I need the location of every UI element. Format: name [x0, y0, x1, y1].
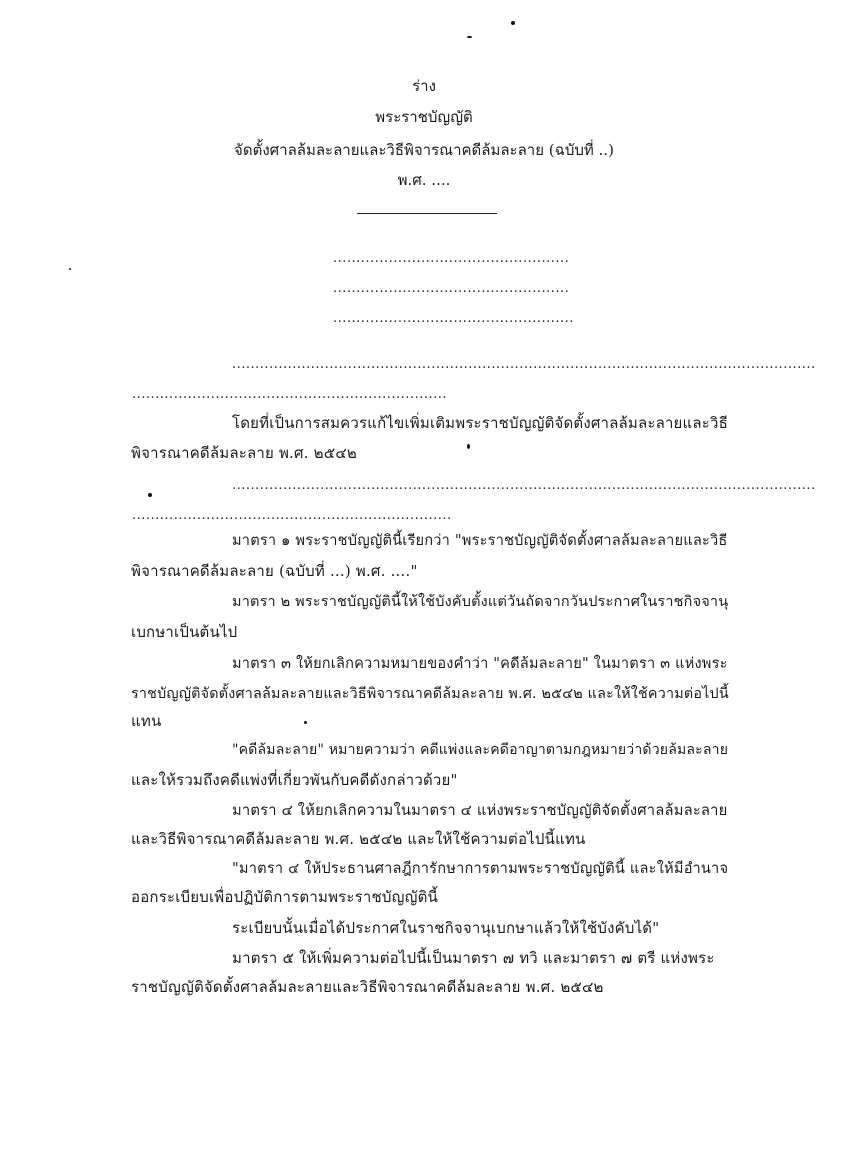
- definition-line: และให้รวมถึงคดีแพ่งที่เกี่ยวพันกับคดีดังกล่าวด้วย": [131, 771, 458, 789]
- blank-line: ...................................................: [333, 281, 570, 296]
- scan-speck: [148, 493, 152, 497]
- quoted-section-4-line: ระเบียบนั้นเมื่อได้ประกาศในราชกิจจานุเบกษาแล้วให้ใช้บังคับได้": [232, 919, 660, 937]
- section-1-line: มาตรา ๑ พระราชบัญญัตินี้เรียกว่า "พระราชบัญญัติจัดตั้งศาลล้มละลายและวิธี: [232, 532, 728, 549]
- scan-speck: [511, 21, 515, 25]
- section-5-line: ราชบัญญัติจัดตั้งศาลล้มละลายและวิธีพิจารณาคดีล้มละลาย พ.ศ. ๒๕๔๒: [131, 978, 604, 996]
- blank-line: ....................................................................: [132, 387, 447, 402]
- section-2-line: มาตรา ๒ พระราชบัญญัตินี้ให้ใช้บังคับตั้งแต่วันถัดจากวันประกาศในราชกิจจานุ: [232, 594, 729, 610]
- scan-speck: [467, 36, 472, 38]
- blank-line: ...................................................: [333, 251, 570, 266]
- blank-line: .....................................................................: [132, 508, 452, 523]
- section-3-line: แทน: [131, 712, 162, 730]
- section-5-line: มาตรา ๕ ให้เพิ่มความต่อไปนี้เป็นมาตรา ๗ ทวิ และมาตรา ๗ ตรี แห่งพระ: [232, 949, 715, 967]
- scan-speck: [69, 268, 71, 270]
- section-4-line: และวิธีพิจารณาคดีล้มละลาย พ.ศ. ๒๕๔๒ และให้ใช้ความต่อไปนี้แทน: [131, 830, 586, 848]
- section-1-line: พิจารณาคดีล้มละลาย (ฉบับที่ ...) พ.ศ. ....": [131, 562, 418, 580]
- blank-line: ..............................................................................................................................: [232, 478, 816, 493]
- header-divider: [357, 213, 497, 214]
- quoted-section-4-line: "มาตรา ๔ ให้ประธานศาลฎีการักษาการตามพระราชบัญญัตินี้ และให้มีอำนาจ: [232, 860, 729, 877]
- act-title: จัดตั้งศาลล้มละลายและวิธีพิจารณาคดีล้มละลาย (ฉบับที่ ..): [234, 141, 614, 159]
- preamble-line: พิจารณาคดีล้มละลาย พ.ศ. ๒๕๔๒: [131, 444, 357, 462]
- blank-line: ..............................................................................................................................: [232, 357, 816, 372]
- act-heading: พระราชบัญญัติ: [375, 108, 473, 126]
- definition-line: "คดีล้มละลาย" หมายความว่า คดีแพ่งและคดีอาญาตามกฎหมายว่าด้วยล้มละลาย: [232, 742, 729, 758]
- preamble-line: โดยที่เป็นการสมควรแก้ไขเพิ่มเติมพระราชบัญญัติจัดตั้งศาลล้มละลายและวิธี: [232, 414, 728, 432]
- blank-line: ....................................................: [333, 311, 574, 326]
- draft-label: ร่าง: [412, 77, 436, 95]
- section-3-line: ราชบัญญัติจัดตั้งศาลล้มละลายและวิธีพิจารณาคดีล้มละลาย พ.ศ. ๒๕๔๒ และให้ใช้ความต่อไปนี้: [131, 686, 729, 702]
- act-year: พ.ศ. ....: [397, 171, 451, 189]
- section-4-line: มาตรา ๔ ให้ยกเลิกความในมาตรา ๔ แห่งพระราชบัญญัติจัดตั้งศาลล้มละลาย: [232, 802, 728, 819]
- section-3-line: มาตรา ๓ ให้ยกเลิกความหมายของคำว่า "คดีล้มละลาย" ในมาตรา ๓ แห่งพระ: [232, 655, 728, 672]
- scan-speck: [304, 721, 307, 724]
- scan-speck: [467, 444, 470, 449]
- section-2-line: เบกษาเป็นต้นไป: [131, 623, 238, 641]
- quoted-section-4-line: ออกระเบียบเพื่อปฏิบัติการตามพระราชบัญญัตินี้: [131, 888, 439, 906]
